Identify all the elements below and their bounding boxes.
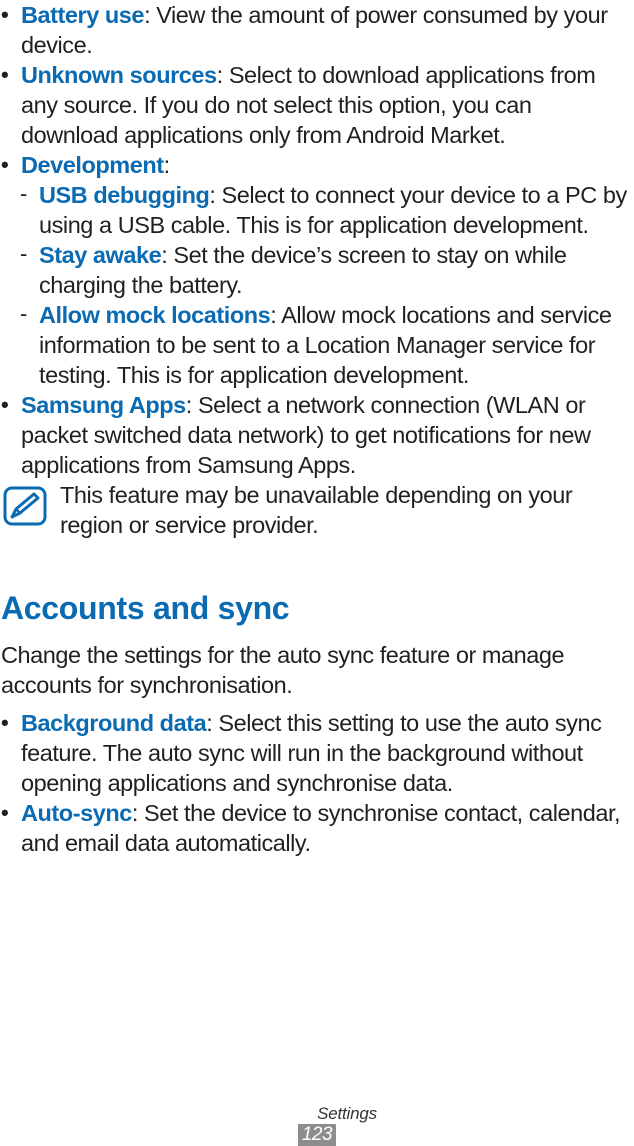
- desc-usb-debugging: : Select to connect your device to a PC by using a USB cable. This is for application development.: [39, 182, 627, 238]
- desc-unknown-sources: : Select to download applications from any source. If you do not select this option, you can download applications only from Android Market.: [21, 62, 596, 148]
- note-pencil-icon: [3, 486, 47, 526]
- desc-background-data: : Select this setting to use the auto sync feature. The auto sync will run in the background without opening applications and synchronise data.: [21, 710, 602, 796]
- desc-stay-awake: : Set the device’s screen to stay on while charging the battery.: [39, 242, 567, 298]
- bullet: •: [1, 152, 9, 177]
- list-item-battery-use: [1, 0, 631, 60]
- bullet: •: [1, 62, 9, 87]
- desc-battery-use: : View the amount of power consumed by your device.: [21, 2, 608, 58]
- sub-item-usb-debugging: [1, 180, 631, 240]
- section-intro: Change the settings for the auto sync feature or manage accounts for synchronisation.: [1, 642, 565, 698]
- bullet: •: [1, 710, 9, 735]
- list-item-samsung-apps: [1, 390, 631, 480]
- term-allow-mock-locations: Allow mock locations: [39, 302, 271, 328]
- term-unknown-sources: Unknown sources: [21, 62, 217, 88]
- term-stay-awake: Stay awake: [39, 242, 162, 268]
- desc-development: :: [163, 152, 170, 178]
- term-development: Development: [21, 152, 164, 178]
- dash: -: [20, 241, 27, 266]
- bullet: •: [1, 2, 9, 27]
- note-box: [1, 480, 631, 540]
- desc-samsung-apps: : Select a network connection (WLAN or packet switched data network) to get notifications for new applications from Samsung Apps.: [21, 392, 591, 478]
- note-text: This feature may be unavailable depending on your region or service provider.: [60, 482, 573, 538]
- dash: -: [20, 301, 27, 326]
- top-content: [1, 0, 631, 540]
- list-item-development: [1, 150, 631, 180]
- list-item-unknown-sources: [1, 60, 631, 150]
- term-auto-sync: Auto-sync: [21, 800, 132, 826]
- term-battery-use: Battery use: [21, 2, 145, 28]
- sub-item-allow-mock-locations: [1, 300, 631, 390]
- accounts-sync-section: [1, 588, 631, 858]
- page-number: 123: [298, 1124, 336, 1146]
- term-samsung-apps: Samsung Apps: [21, 392, 186, 418]
- desc-auto-sync: : Set the device to synchronise contact, calendar, and email data automatically.: [21, 800, 621, 856]
- dash: -: [20, 181, 27, 206]
- desc-allow-mock-locations: : Allow mock locations and service information to be sent to a Location Manager service for testing. This is for application development.: [39, 302, 612, 388]
- bullet: •: [1, 800, 9, 825]
- term-background-data: Background data: [21, 710, 207, 736]
- term-usb-debugging: USB debugging: [39, 182, 210, 208]
- bullet: •: [1, 392, 9, 417]
- footer-section-name: Settings: [317, 1104, 377, 1123]
- sub-item-stay-awake: [1, 240, 631, 300]
- section-heading: Accounts and sync: [1, 590, 290, 626]
- list-item-auto-sync: [1, 798, 631, 858]
- list-item-background-data: [1, 708, 631, 798]
